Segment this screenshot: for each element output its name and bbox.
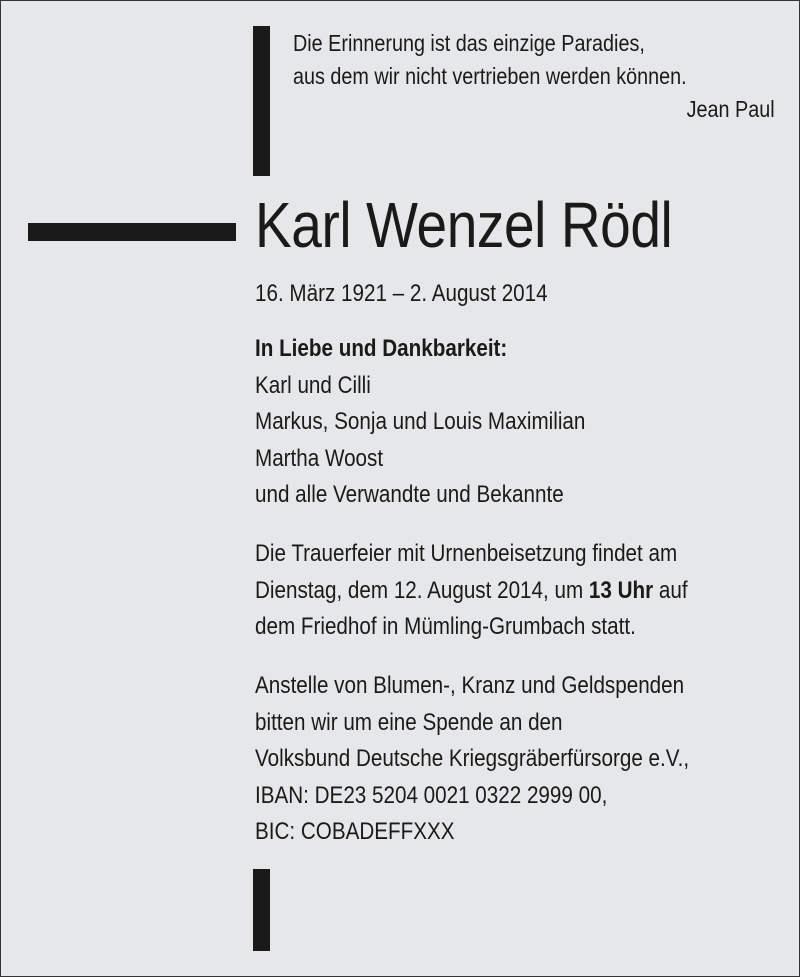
funeral-line-3: dem Friedhof in Mümling-Grumbach statt. [255,613,636,640]
epigraph-quote [293,27,775,126]
donation-line: Volksbund Deutsche Kriegsgräberfürsorge e.V., [255,745,690,772]
mourners-block [255,331,585,514]
funeral-line-1: Die Trauerfeier mit Urnenbeisetzung findet am [255,540,678,567]
mourner-line: Martha Woost [255,444,384,472]
mourner-line: Markus, Sonja und Louis Maximilian [255,408,586,435]
deceased-name: Karl Wenzel Rödl [255,189,673,261]
cross-horizontal-bar [28,223,236,241]
quote-line-1: Die Erinnerung ist das einzige Paradies, [293,30,645,56]
mourners-heading: In Liebe und Dankbarkeit: [255,335,508,362]
cross-bottom-bar [253,869,270,951]
donation-line: Anstelle von Blumen-, Kranz und Geldspenden [255,672,685,699]
quote-line-2: aus dem wir nicht vertrieben werden können. [293,63,687,89]
donation-request [255,668,689,851]
cross-top-bar [253,26,270,176]
funeral-date: Dienstag, dem 12. August 2014, um [255,576,589,604]
mourner-line: und alle Verwandte und Bekannte [255,481,564,508]
funeral-line-2 [255,573,688,610]
donation-bic: BIC: COBADEFFXXX [255,818,455,845]
funeral-line-2-end: auf [653,576,688,604]
funeral-details [255,536,688,646]
donation-line: bitten wir um eine Spende an den [255,708,563,736]
donation-iban: IBAN: DE23 5204 0021 0322 2999 00, [255,781,608,809]
funeral-time: 13 Uhr [588,576,654,604]
mourner-line: Karl und Cilli [255,371,371,399]
quote-author: Jean Paul [686,96,775,122]
life-dates: 16. März 1921 – 2. August 2014 [255,280,548,307]
